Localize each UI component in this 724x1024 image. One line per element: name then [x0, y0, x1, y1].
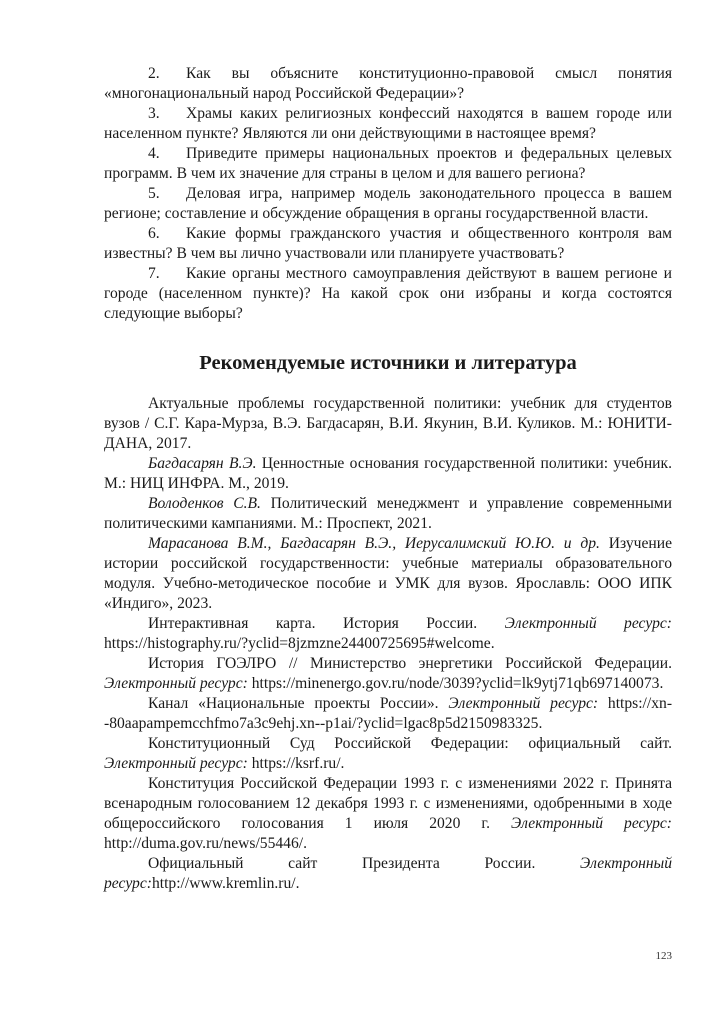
- reference-text: Конституционный Суд Российской Федерации: официальный сайт.: [148, 735, 672, 752]
- question-item: [104, 184, 672, 224]
- reference-link[interactable]: https://histography.ru/?yclid=8jzmzne24400725695#welcome.: [104, 635, 495, 652]
- reference-item: [104, 654, 672, 694]
- reference-text: Официальный сайт Президента России.: [148, 855, 580, 872]
- reference-item: [104, 394, 672, 454]
- question-text: Как вы объясните конституционно-правовой смысл понятия «многонациональный народ Российской Федерации»?: [104, 65, 672, 102]
- reference-text: Канал «Национальные проекты России».: [148, 695, 449, 712]
- question-item: [104, 224, 672, 264]
- question-text: Деловая игра, например модель законодательного процесса в вашем регионе; составление и обсуждение обращения в органы государственной власти.: [104, 185, 672, 222]
- question-text: Какие органы местного самоуправления действуют в вашем регионе и городе (населенном пункте)? На какой срок они избраны и когда состоятся следующие выборы?: [104, 265, 672, 322]
- question-number: 5.: [148, 185, 160, 202]
- reference-item: [104, 734, 672, 774]
- document-page: [104, 64, 672, 894]
- reference-author: Марасанова В.М., Багдасарян В.Э., Иерусалимский Ю.Ю. и др.: [148, 535, 600, 552]
- resource-label: Электронный ресурс:: [511, 815, 672, 832]
- question-item: [104, 144, 672, 184]
- question-text: Приведите примеры национальных проектов и федеральных целевых программ. В чем их значение для страны в целом и для вашего региона?: [104, 145, 672, 182]
- question-item: [104, 64, 672, 104]
- reference-text: Ценностные основания государственной политики: учебник. М.: НИЦ ИНФРА. М., 2019.: [104, 455, 672, 492]
- reference-text: Актуальные проблемы государственной политики: учебник для студентов вузов / С.Г. Кара-Мурза, В.Э. Багдасарян, В.И. Якунин, В.И. Куликов. М.: ЮНИТИ-ДАНА, 2017.: [104, 395, 672, 452]
- section-heading: Рекомендуемые источники и литература: [199, 352, 577, 374]
- reference-text: Интерактивная карта. История России.: [148, 615, 505, 632]
- reference-item: [104, 694, 672, 734]
- reference-item: [104, 454, 672, 494]
- reference-text: История ГОЭЛРО // Министерство энергетики Российской Федерации.: [148, 655, 672, 672]
- reference-link[interactable]: https://xn--80aapampemcchfmo7a3c9ehj.xn--p1ai/?yclid=lgac8p5d2150983325.: [104, 695, 673, 732]
- question-number: 3.: [148, 105, 160, 122]
- reference-author: Володенков С.В.: [148, 495, 261, 512]
- reference-link[interactable]: http://www.kremlin.ru/.: [151, 875, 300, 892]
- resource-label: Электронный ресурс:: [104, 755, 248, 772]
- reference-item: [104, 854, 672, 894]
- reference-item: [104, 614, 672, 654]
- resource-label: Электронный ресурс:: [504, 615, 673, 632]
- question-number: 2.: [148, 65, 160, 82]
- page-number: 123: [655, 950, 672, 962]
- resource-label: Электронный ресурс:: [104, 675, 248, 692]
- resource-label: Электронный ресурс:: [448, 695, 599, 712]
- references-list: [104, 394, 672, 894]
- questions-list: [104, 64, 672, 324]
- question-item: [104, 264, 672, 324]
- question-item: [104, 104, 672, 144]
- reference-item: [104, 774, 672, 854]
- question-number: 7.: [148, 265, 160, 282]
- reference-item: [104, 494, 672, 534]
- resource-label: Электронный ресурс:: [104, 855, 672, 892]
- reference-text: Конституция Российской Федерации 1993 г. с изменениями 2022 г. Принята всенародным голосованием 12 декабря 1993 г. с изменениями, одобренными в ходе общероссийского голосования 1 июля 2020 г.: [104, 775, 672, 832]
- question-text: Храмы каких религиозных конфессий находятся в вашем городе или населенном пункте? Являются ли они действующими в настоящее время?: [104, 105, 672, 142]
- question-number: 4.: [148, 145, 160, 162]
- reference-text: Политический менеджмент и управление современными политическими кампаниями. М.: Проспект, 2021.: [104, 495, 673, 532]
- question-number: 6.: [148, 225, 160, 242]
- reference-link[interactable]: https://ksrf.ru/.: [247, 755, 345, 772]
- reference-text: Изучение истории российской государственности: учебные материалы образовательного модуля. Учебно-методическое пособие и УМК для вузов. Ярославль: ООО ИПК «Индиго», 2023.: [104, 535, 672, 612]
- reference-link[interactable]: http://duma.gov.ru/news/55446/.: [104, 835, 307, 852]
- reference-link[interactable]: https://minenergo.gov.ru/node/3039?yclid=lk9ytj71qb697140073.: [247, 675, 664, 692]
- reference-item: [104, 534, 672, 614]
- reference-author: Багдасарян В.Э.: [148, 455, 257, 472]
- question-text: Какие формы гражданского участия и общественного контроля вам известны? В чем вы лично участвовали или планируете участвовать?: [104, 225, 672, 262]
